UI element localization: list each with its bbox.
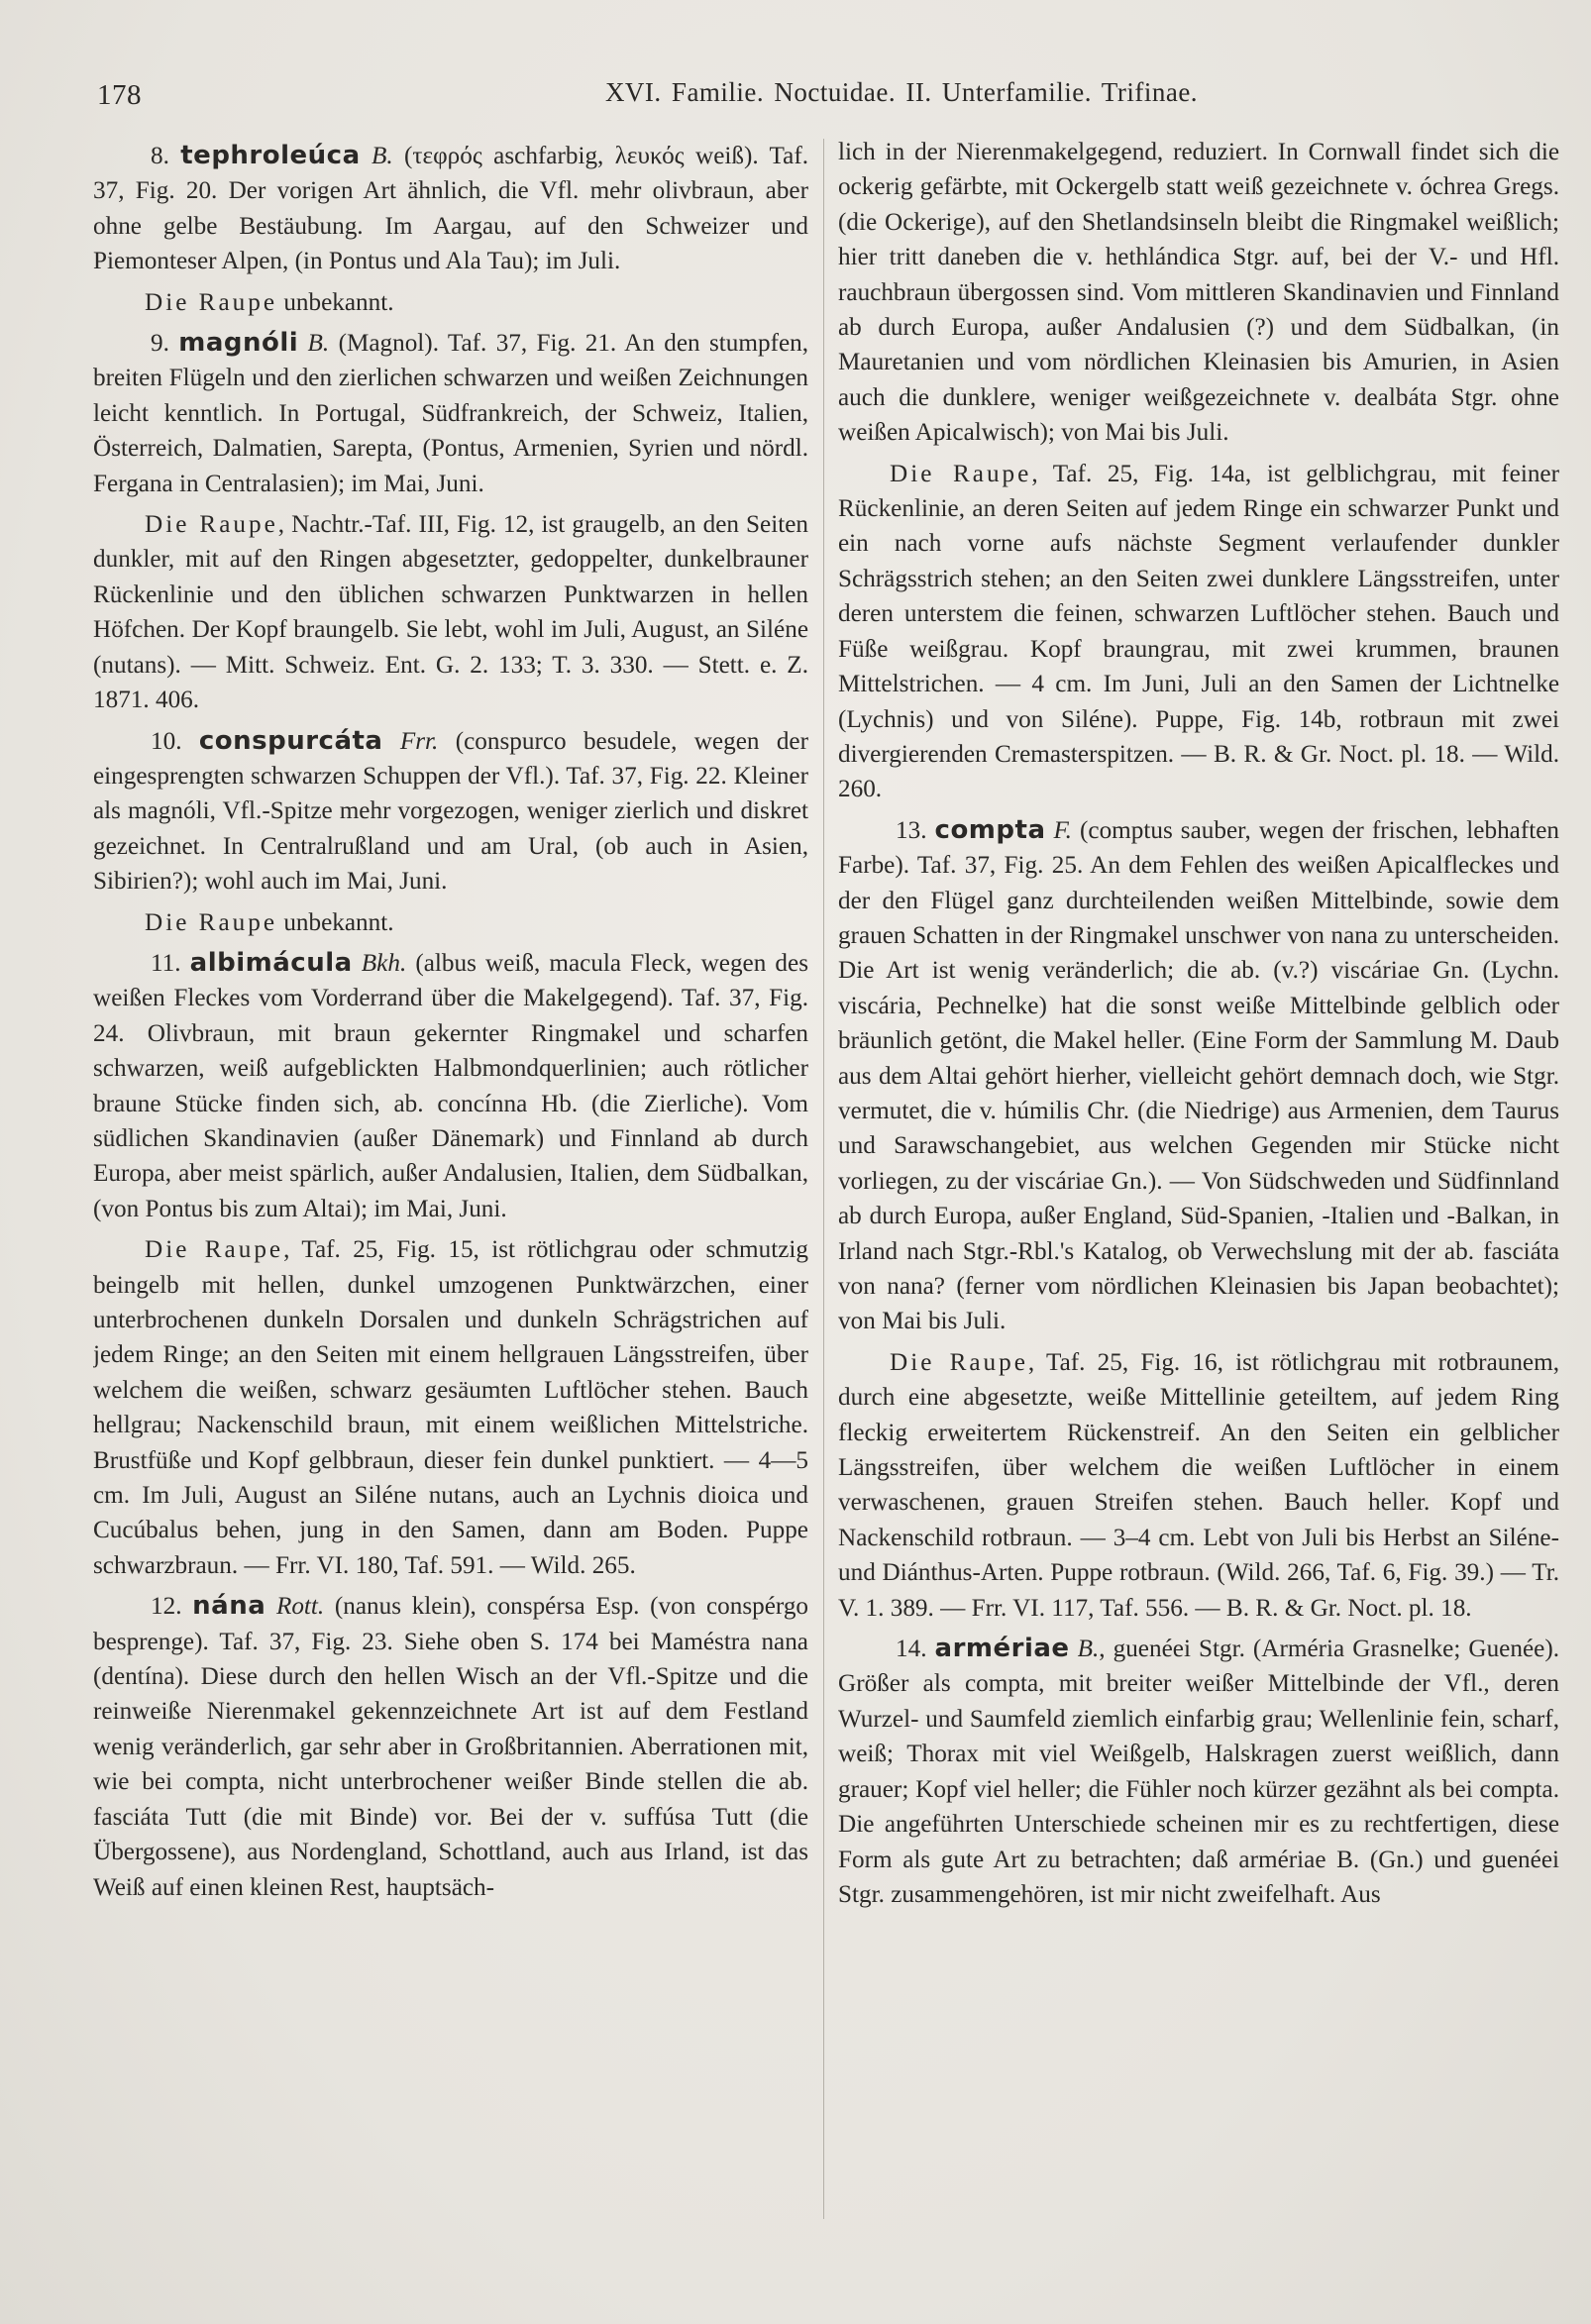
species-entry (93, 139, 808, 279)
species-author: F. (1053, 816, 1072, 844)
species-entry (93, 724, 808, 899)
larva-paragraph (93, 285, 808, 320)
species-name: armériae (934, 1634, 1070, 1664)
raupe-text: , Nachtr.-Taf. III, Fig. 12, ist graugelb, an den Seiten dunkler, mit auf den Ringen abgesetzter, gedoppelter, dunkelbrauner Rückenlinie und den üblichen schwarzen Punktwarzen in hellen Höfchen. Der Kopf braungelb. Sie lebt, wohl im Juli, August, an Siléne (nutans). — Mitt. Schweiz. Ent. G. 2. 133; T. 3. 330. — Stett. e. Z. 1871. 406. (93, 511, 808, 714)
entry-text: (Magnol). Taf. 37, Fig. 21. An den stumpfen, breiten Flügeln und den zierlichen schwarzen und weißen Zeichnungen leicht kenntlich. In Portugal, Südfrankreich, der Schweiz, Italien, Österreich, Dalmatien, Sarepta, (Pontus, Armenien, Syrien und nördl. Fergana in Centralasien); im Mai, Juni. (93, 330, 808, 497)
species-entry (838, 813, 1559, 1339)
left-column (93, 135, 808, 2215)
entry-number: 14. (896, 1636, 935, 1663)
entry-number: 12. (151, 1593, 193, 1621)
species-entry (93, 1589, 808, 1905)
larva-paragraph (838, 1345, 1559, 1626)
species-author: Bkh. (361, 949, 407, 977)
larva-paragraph (93, 1232, 808, 1583)
raupe-text: , Taf. 25, Fig. 14a, ist gelblichgrau, mit feiner Rückenlinie, an deren Seiten auf jedem Ringe ein schwarzer Punkt und ein nach vorne aufs nächste Segment verlaufender dunkler Schrägsstrich stehen; an den Seiten zwei dunklere Längsstreifen, unter deren unterstem die feinen, schwarzen Luftlöcher stehen. Bauch und Füße weißgrau. Kopf braungrau, mit zwei krummen, braunen Mittelstrichen. — 4 cm. Im Juni, Juli an den Samen der Lichtnelke (Lychnis) und von Siléne). Puppe, Fig. 14b, rotbraun mit zwei divergierenden Cremasterspitzen. — B. R. & Gr. Noct. pl. 18. — Wild. 260. (838, 460, 1559, 803)
paragraph-text: lich in der Nierenmakelgegend, reduziert. In Cornwall findet sich die ockerig gefärbte, mit Ockergelb statt weiß gezeichnete v. óchrea Gregs. (die Ockerige), auf den Shetlandsinseln bleibt die Ringmakel weißlich; hier tritt daneben die v. hethlándica Stgr. auf, bei der V.- und Hfl. rauchbraun übergossen sind. Vom mittleren Skandinavien und Finnland ab durch Europa, außer Andalusien (?) und dem Südbalkan, (in Mauretanien und vom nördlichen Kleinasien bis Amurien, in Asien auch die dunklere, weniger weißgezeichnete v. dealbáta Stgr. ohne weißen Apicalwisch); von Mai bis Juli. (838, 139, 1559, 447)
entry-text: (τεφρός aschfarbig, λευκός weiß). Taf. 37, Fig. 20. Der vorigen Art ähnlich, die Vfl. mehr olivbraun, aber ohne gelbe Bestäubung. Im Aargau, auf den Schweizer und Piemonteser Alpen, (in Pontus und Ala Tau); im Juli. (93, 143, 808, 275)
entry-text: (comptus sauber, wegen der frischen, lebhaften Farbe). Taf. 37, Fig. 25. An dem Fehlen des weißen Apicalfleckes und der den Flügel ganz durchteilenden weißen Mittelbinde, sowie dem grauen Schatten in der Ringmakel unschwer von nana zu unterscheiden. Die Art ist wenig veränderlich; die ab. (v.?) viscáriae Gn. (Lychn. viscária, Pechnelke) hat die sonst weiße Mittelbinde gelblich oder bräunlich getönt, die Makel heller. (Eine Form der Sammlung M. Daub aus dem Altai gehört hierher, vielleicht gehört demnach doch, wie Stgr. vermutet, die v. húmilis Chr. (die Niedrige) aus Armenien, dem Taurus und Sarawschangebiet, aus welchen Gegenden mir Stücke nicht vorliegen, zu der viscáriae Gn.). — Von Südschweden und Südfinnland ab durch Europa, außer England, Süd-Spanien, -Italien und -Balkan, in Irland nach Stgr.-Rbl.'s Katalog, ob Verwechslung mit der ab. fasciáta von nana? (ferner vom nördlichen Kleinasien bis Japan beobachtet); von Mai bis Juli. (838, 816, 1559, 1335)
raupe-lead: Die Raupe (145, 908, 278, 936)
species-author: B. (371, 143, 393, 169)
larva-paragraph (93, 905, 808, 940)
entry-number: 13. (896, 816, 935, 844)
running-title: XVI. Familie. Noctuidae. II. Unterfamilie. Trifinae. (604, 77, 1199, 107)
entry-text: , guenéei Stgr. (Arméria Grasnelke; Guenée). Größer als compta, mit breiter weißer Mittelbinde der Vfl., deren Wurzel- und Saumfeld ziemlich einfarbig grau; Wellenlinie fein, scharf, weiß; Thorax mit viel Weißgelb, Halskragen zuerst weißlich, dann grauer; Kopf viel heller; die Fühler noch kürzer gezähnt als bei compta. Die angeführten Unterschiede scheinen mir es zu rechtfertigen, diese Form als gute Art zu betrachten; daß armériae B. (Gn.) und guenéei Stgr. zusammengehören, ist mir nicht zweifelhaft. Aus (838, 1636, 1559, 1908)
species-author: B. (1077, 1636, 1100, 1663)
entry-number: 8. (151, 143, 181, 169)
entry-number: 10. (151, 727, 199, 755)
species-entry (93, 326, 808, 501)
species-name: albimácula (189, 947, 353, 978)
entry-text: (conspurco besudele, wegen der eingesprengten schwarzen Schuppen der Vfl.). Taf. 37, Fig. 22. Kleiner als magnóli, Vfl.-Spitze mehr vorgezogen, weniger zierlich und diskret gezeichnet. In Centralrußland und am Ural, (ob auch in Asien, Sibirien?); wohl auch im Mai, Juni. (93, 727, 808, 896)
raupe-lead: Die Raupe (890, 460, 1032, 487)
larva-paragraph (838, 457, 1559, 807)
species-author: Frr. (399, 727, 439, 755)
species-entry (93, 946, 808, 1226)
entry-text: (nanus klein), conspérsa Esp. (von conspérgo besprenge). Taf. 37, Fig. 23. Siehe oben S. 174 bei Maméstra nana (dentína). Diese durch den hellen Wisch an der Vfl.-Spitze und die reinweiße Nierenmakel gekennzeichnete Art ist auf dem Festland wenig veränderlich, gar sehr aber in Großbritannien. Aberrationen mit, wie bei compta, nicht unterbrochener weißer Binde stellen die ab. fasciáta Tutt (die mit Binde) vor. Bei der v. suffúsa Tutt (die Übergossene), aus Nordengland, Schottland, auch aus Irland, ist das Weiß auf einen kleinen Rest, hauptsäch- (93, 1593, 808, 1901)
larva-paragraph (93, 507, 808, 717)
species-name: compta (934, 814, 1046, 845)
column-divider (823, 139, 824, 2219)
page-number: 178 (97, 79, 142, 111)
raupe-text: unbekannt. (283, 908, 394, 936)
species-name: magnóli (178, 328, 299, 359)
species-author: Rott. (275, 1593, 325, 1621)
species-name: conspurcáta (198, 725, 383, 756)
species-name: nána (192, 1591, 266, 1622)
right-column (838, 135, 1559, 2215)
raupe-lead: Die Raupe (145, 1236, 284, 1264)
raupe-lead: Die Raupe (145, 288, 278, 316)
species-author: B. (307, 330, 330, 358)
species-entry (838, 1632, 1559, 1912)
page-header (97, 71, 1474, 115)
raupe-text: unbekannt. (283, 288, 394, 316)
continued-paragraph (838, 135, 1559, 451)
raupe-lead: Die Raupe (145, 511, 278, 539)
species-name: tephroleúca (180, 141, 361, 170)
entry-text: (albus weiß, macula Fleck, wegen des weißen Fleckes vom Vorderrand über die Makelgegend). Taf. 37, Fig. 24. Olivbraun, mit braun gekernter Ringmakel und scharfen schwarzen, weiß aufgeblickten Halbmondquerlinien; auch rötlicher braune Stücke finden sich, ab. concínna Hb. (die Zierliche). Vom südlichen Skandinavien (außer Dänemark) und Finnland ab durch Europa, aber meist spärlich, außer Andalusien, Italien, dem Südbalkan, (von Pontus bis zum Altai); im Mai, Juni. (93, 949, 808, 1222)
entry-number: 11. (151, 949, 190, 977)
raupe-text: , Taf. 25, Fig. 16, ist rötlichgrau mit rotbraunem, durch eine abgesetzte, weiße Mittellinie geteiltem, auf jedem Ring fleckig erweitertem Rückenstreif. An den Seiten ein gelblicher Längsstreifen, über welchem die weißen Luftlöcher in einem verwaschenen, grauen Streifen stehen. Bauch heller. Kopf und Nackenschild rotbraun. — 3–4 cm. Lebt von Juli bis Herbst an Siléne- und Diánthus-Arten. Puppe rotbraun. (Wild. 266, Taf. 6, Fig. 39.) — Tr. V. 1. 389. — Frr. VI. 117, Taf. 556. — B. R. & Gr. Noct. pl. 18. (838, 1348, 1559, 1622)
entry-number: 9. (151, 330, 179, 358)
raupe-lead: Die Raupe (890, 1348, 1028, 1376)
raupe-text: , Taf. 25, Fig. 15, ist rötlichgrau oder schmutzig beingelb mit hellen, dunkel umzogenen Punktwärzchen, einer unterbrochenen dunkeln Dorsalen und dunkeln Schrägstrichen auf jedem Ringe; an den Seiten mit einem hellgrauen Längsstreifen, über welchem die weißen, schwarz gesäumten Luftlöcher stehen. Bauch hellgrau; Nackenschild braun, mit einem weißlichen Mittelstriche. Brustfüße und Kopf gelbbraun, dieser fein dunkel punktiert. — 4—5 cm. Im Juli, August an Siléne nutans, auch an Lychnis dioica und Cucúbalus behen, jung in den Samen, dann am Boden. Puppe schwarzbraun. — Frr. VI. 180, Taf. 591. — Wild. 265. (93, 1236, 808, 1579)
